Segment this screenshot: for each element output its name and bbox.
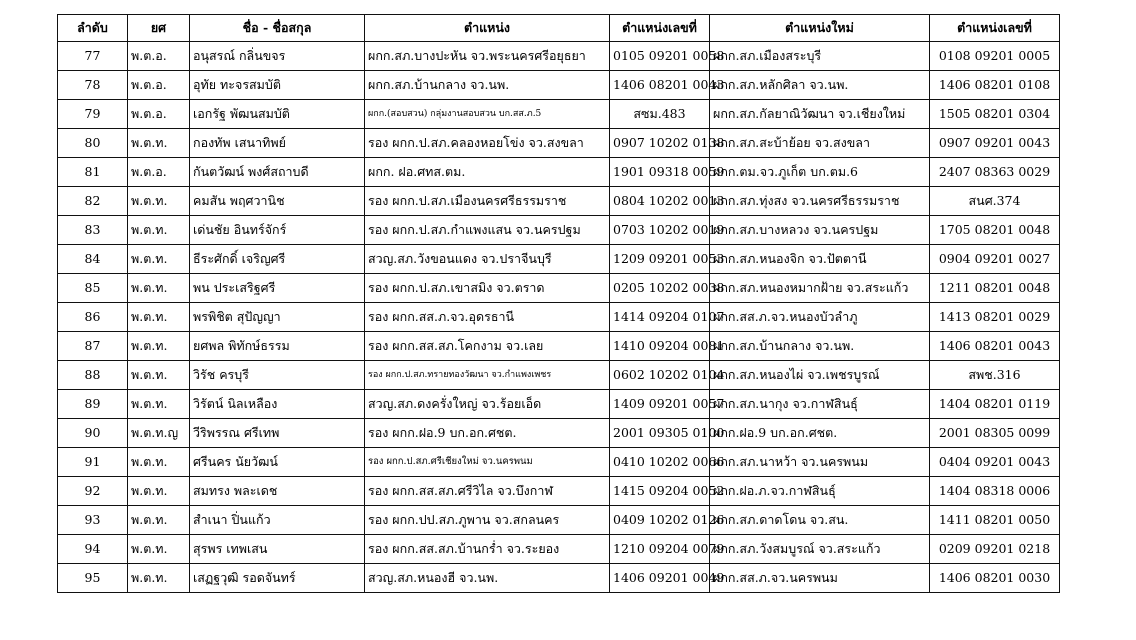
cell-position: รอง ผกก.สส.สภ.โคกงาม จว.เลย <box>365 332 610 361</box>
header-rank: ยศ <box>128 15 190 42</box>
table-row <box>58 506 1060 535</box>
cell-position-number: 0703 10202 0019 <box>610 216 710 245</box>
personnel-table <box>57 14 1060 593</box>
cell-name: วิรัตน์ นิลเหลือง <box>190 390 365 419</box>
cell-name: วิรัช ครบุรี <box>190 361 365 390</box>
cell-position: ผกก.(สอบสวน) กลุ่มงานสอบสวน บก.สส.ภ.5 <box>365 100 610 129</box>
cell-name: พรพิชิต สุปัญญา <box>190 303 365 332</box>
cell-position: ผกก.สภ.บางปะหัน จว.พระนครศรีอยุธยา <box>365 42 610 71</box>
cell-seq: 84 <box>58 245 128 274</box>
cell-new-position-number: 2407 08363 0029 <box>930 158 1060 187</box>
cell-new-position: ผกก.สภ.หนองจิก จว.ปัตตานี <box>710 245 930 274</box>
header-seq: ลำดับ <box>58 15 128 42</box>
cell-name: อุทัย ทะจรสมบัติ <box>190 71 365 100</box>
table-row <box>58 274 1060 303</box>
cell-new-position-number: 1211 08201 0048 <box>930 274 1060 303</box>
cell-seq: 82 <box>58 187 128 216</box>
cell-rank: พ.ต.ท. <box>128 477 190 506</box>
cell-position: ผกก. ฝอ.ศทส.ตม. <box>365 158 610 187</box>
table-row <box>58 71 1060 100</box>
cell-position: สวญ.สภ.หนองฮี จว.นพ. <box>365 564 610 593</box>
cell-rank: พ.ต.ท. <box>128 332 190 361</box>
cell-rank: พ.ต.ท. <box>128 303 190 332</box>
cell-new-position-number: 0108 09201 0005 <box>930 42 1060 71</box>
cell-position-number: 1901 09318 0059 <box>610 158 710 187</box>
cell-new-position: ผกก.ฝอ.9 บก.อก.ศชต. <box>710 419 930 448</box>
cell-name: วีริพรรณ ศรีเทพ <box>190 419 365 448</box>
cell-new-position-number: 2001 08305 0099 <box>930 419 1060 448</box>
cell-new-position: ผกก.สภ.นาหว้า จว.นครพนม <box>710 448 930 477</box>
cell-seq: 85 <box>58 274 128 303</box>
table-row <box>58 187 1060 216</box>
cell-rank: พ.ต.ท. <box>128 361 190 390</box>
table-row <box>58 332 1060 361</box>
cell-rank: พ.ต.ท. <box>128 390 190 419</box>
cell-position-number: 1414 09204 0107 <box>610 303 710 332</box>
cell-seq: 92 <box>58 477 128 506</box>
cell-position-number: 1409 09201 0057 <box>610 390 710 419</box>
cell-new-position-number: 1413 08201 0029 <box>930 303 1060 332</box>
cell-name: คมสัน พฤศวานิช <box>190 187 365 216</box>
cell-name: อนุสรณ์ กลิ่นขจร <box>190 42 365 71</box>
cell-name: กองทัพ เสนาทิพย์ <box>190 129 365 158</box>
cell-position-number: 0105 09201 0058 <box>610 42 710 71</box>
table-row <box>58 535 1060 564</box>
cell-position: รอง ผกก.สส.สภ.ศรีวิไล จว.บึงกาฬ <box>365 477 610 506</box>
cell-new-position-number: 0904 09201 0027 <box>930 245 1060 274</box>
cell-position-number: 2001 09305 0100 <box>610 419 710 448</box>
cell-new-position-number: 1404 08201 0119 <box>930 390 1060 419</box>
cell-position: สวญ.สภ.ดงครั่งใหญ่ จว.ร้อยเอ็ด <box>365 390 610 419</box>
table-row <box>58 361 1060 390</box>
cell-position-number: 0409 10202 0126 <box>610 506 710 535</box>
cell-new-position-number: 1404 08318 0006 <box>930 477 1060 506</box>
cell-new-position: ผกก.สภ.วังสมบูรณ์ จว.สระแก้ว <box>710 535 930 564</box>
cell-seq: 79 <box>58 100 128 129</box>
cell-seq: 89 <box>58 390 128 419</box>
cell-new-position: ผกก.สภ.หลักศิลา จว.นพ. <box>710 71 930 100</box>
cell-new-position: ผกก.สภ.ดาดโดน จว.สน. <box>710 506 930 535</box>
cell-position-number: 1209 09201 0053 <box>610 245 710 274</box>
cell-position-number: 1415 09204 0052 <box>610 477 710 506</box>
table-row <box>58 42 1060 71</box>
cell-position-number: 1406 08201 0043 <box>610 71 710 100</box>
cell-name: เอกรัฐ พัฒนสมบัติ <box>190 100 365 129</box>
cell-new-position-number: สพช.316 <box>930 361 1060 390</box>
cell-seq: 94 <box>58 535 128 564</box>
cell-new-position: ผกก.สส.ภ.จว.นครพนม <box>710 564 930 593</box>
cell-new-position: ผกก.สภ.ทุ่งสง จว.นครศรีธรรมราช <box>710 187 930 216</box>
cell-rank: พ.ต.อ. <box>128 71 190 100</box>
cell-seq: 95 <box>58 564 128 593</box>
cell-new-position-number: 1406 08201 0043 <box>930 332 1060 361</box>
cell-position-number: 0804 10202 0013 <box>610 187 710 216</box>
cell-seq: 81 <box>58 158 128 187</box>
cell-position: รอง ผกก.ป.สภ.ศรีเชียงใหม่ จว.นครพนม <box>365 448 610 477</box>
cell-name: สุรพร เทพเสน <box>190 535 365 564</box>
cell-rank: พ.ต.ท. <box>128 187 190 216</box>
cell-rank: พ.ต.ท. <box>128 448 190 477</box>
cell-new-position-number: 0907 09201 0043 <box>930 129 1060 158</box>
cell-name: ศรีนคร นัยวัฒน์ <box>190 448 365 477</box>
cell-new-position-number: 0209 09201 0218 <box>930 535 1060 564</box>
cell-rank: พ.ต.ท. <box>128 564 190 593</box>
cell-position-number: 0602 10202 0104 <box>610 361 710 390</box>
cell-name: สมทรง พละเดช <box>190 477 365 506</box>
cell-new-position-number: สนศ.374 <box>930 187 1060 216</box>
cell-name: เสฏฐวุฒิ รอดจันทร์ <box>190 564 365 593</box>
cell-new-position: ผกก.สภ.นากุง จว.กาฬสินธุ์ <box>710 390 930 419</box>
cell-position: รอง ผกก.ป.สภ.เมืองนครศรีธรรมราช <box>365 187 610 216</box>
table-row <box>58 216 1060 245</box>
table-header-row <box>58 15 1060 42</box>
cell-new-position: ผกก.สภ.เมืองสระบุรี <box>710 42 930 71</box>
table-row <box>58 564 1060 593</box>
cell-new-position-number: 1705 08201 0048 <box>930 216 1060 245</box>
cell-position-number: 0410 10202 0066 <box>610 448 710 477</box>
cell-new-position-number: 1406 08201 0030 <box>930 564 1060 593</box>
cell-rank: พ.ต.ท. <box>128 274 190 303</box>
header-position-number: ตำแหน่งเลขที่ <box>610 15 710 42</box>
cell-position: รอง ผกก.ป.สภ.กำแพงแสน จว.นครปฐม <box>365 216 610 245</box>
table-row <box>58 448 1060 477</box>
table-row <box>58 419 1060 448</box>
cell-new-position-number: 1411 08201 0050 <box>930 506 1060 535</box>
cell-new-position: ผกก.สส.ภ.จว.หนองบัวลำภู <box>710 303 930 332</box>
cell-new-position-number: 1505 08201 0304 <box>930 100 1060 129</box>
cell-position: ผกก.สภ.บ้านกลาง จว.นพ. <box>365 71 610 100</box>
cell-seq: 91 <box>58 448 128 477</box>
cell-name: พน ประเสริฐศรี <box>190 274 365 303</box>
cell-seq: 86 <box>58 303 128 332</box>
table-row <box>58 158 1060 187</box>
cell-name: เด่นชัย อินทร์จักร์ <box>190 216 365 245</box>
cell-position-number: 1210 09204 0079 <box>610 535 710 564</box>
cell-rank: พ.ต.อ. <box>128 100 190 129</box>
cell-rank: พ.ต.ท. <box>128 129 190 158</box>
cell-name: ธีระศักดิ์ เจริญศรี <box>190 245 365 274</box>
cell-seq: 90 <box>58 419 128 448</box>
cell-rank: พ.ต.ท. <box>128 216 190 245</box>
cell-name: กันตวัฒน์ พงศ์สถาบดี <box>190 158 365 187</box>
cell-new-position: ผกก.สภ.บ้านกลาง จว.นพ. <box>710 332 930 361</box>
cell-rank: พ.ต.ท. <box>128 245 190 274</box>
cell-new-position: ผกก.ฝอ.ภ.จว.กาฬสินธุ์ <box>710 477 930 506</box>
cell-seq: 78 <box>58 71 128 100</box>
cell-rank: พ.ต.อ. <box>128 42 190 71</box>
cell-new-position: ผกก.สภ.หนองหมากฝ้าย จว.สระแก้ว <box>710 274 930 303</box>
cell-name: ยศพล พิทักษ์ธรรม <box>190 332 365 361</box>
cell-rank: พ.ต.ท. <box>128 535 190 564</box>
cell-position-number: 0907 10202 0138 <box>610 129 710 158</box>
cell-seq: 77 <box>58 42 128 71</box>
cell-position: รอง ผกก.ป.สภ.คลองหอยโข่ง จว.สงขลา <box>365 129 610 158</box>
cell-seq: 87 <box>58 332 128 361</box>
table-row <box>58 303 1060 332</box>
cell-rank: พ.ต.ท.ญ <box>128 419 190 448</box>
header-position: ตำแหน่ง <box>365 15 610 42</box>
cell-position-number: 0205 10202 0038 <box>610 274 710 303</box>
cell-position: รอง ผกก.ป.สภ.เขาสมิง จว.ตราด <box>365 274 610 303</box>
document-page <box>57 14 1063 620</box>
cell-new-position-number: 1406 08201 0108 <box>930 71 1060 100</box>
cell-position: รอง ผกก.สส.ภ.จว.อุดรธานี <box>365 303 610 332</box>
cell-new-position: ผกก.สภ.สะบ้าย้อย จว.สงขลา <box>710 129 930 158</box>
cell-seq: 80 <box>58 129 128 158</box>
cell-position: รอง ผกก.ฝอ.9 บก.อก.ศชต. <box>365 419 610 448</box>
header-new-position-number: ตำแหน่งเลขที่ <box>930 15 1060 42</box>
cell-position: รอง ผกก.ปป.สภ.ภูพาน จว.สกลนคร <box>365 506 610 535</box>
cell-seq: 83 <box>58 216 128 245</box>
cell-seq: 93 <box>58 506 128 535</box>
table-row <box>58 477 1060 506</box>
cell-rank: พ.ต.ท. <box>128 506 190 535</box>
cell-position: รอง ผกก.สส.สภ.บ้านกร่ำ จว.ระยอง <box>365 535 610 564</box>
table-row <box>58 129 1060 158</box>
cell-seq: 88 <box>58 361 128 390</box>
cell-position: รอง ผกก.ป.สภ.ทรายทองวัฒนา จว.กำแพงเพชร <box>365 361 610 390</box>
cell-position-number: 1406 09201 0049 <box>610 564 710 593</box>
cell-position-number: สซม.483 <box>610 100 710 129</box>
cell-new-position: ผกก.สภ.บางหลวง จว.นครปฐม <box>710 216 930 245</box>
table-row <box>58 100 1060 129</box>
cell-new-position: ผกก.สภ.หนองไผ่ จว.เพชรบูรณ์ <box>710 361 930 390</box>
cell-name: สำเนา ปิ่นแก้ว <box>190 506 365 535</box>
cell-position-number: 1410 09204 0081 <box>610 332 710 361</box>
cell-new-position: ผกก.สภ.กัลยาณิวัฒนา จว.เชียงใหม่ <box>710 100 930 129</box>
cell-rank: พ.ต.อ. <box>128 158 190 187</box>
table-row <box>58 390 1060 419</box>
header-new-position: ตำแหน่งใหม่ <box>710 15 930 42</box>
cell-position: สวญ.สภ.วังขอนแดง จว.ปราจีนบุรี <box>365 245 610 274</box>
table-row <box>58 245 1060 274</box>
cell-new-position: ผกก.ตม.จว.ภูเก็ต บก.ตม.6 <box>710 158 930 187</box>
header-name: ชื่อ - ชื่อสกุล <box>190 15 365 42</box>
cell-new-position-number: 0404 09201 0043 <box>930 448 1060 477</box>
